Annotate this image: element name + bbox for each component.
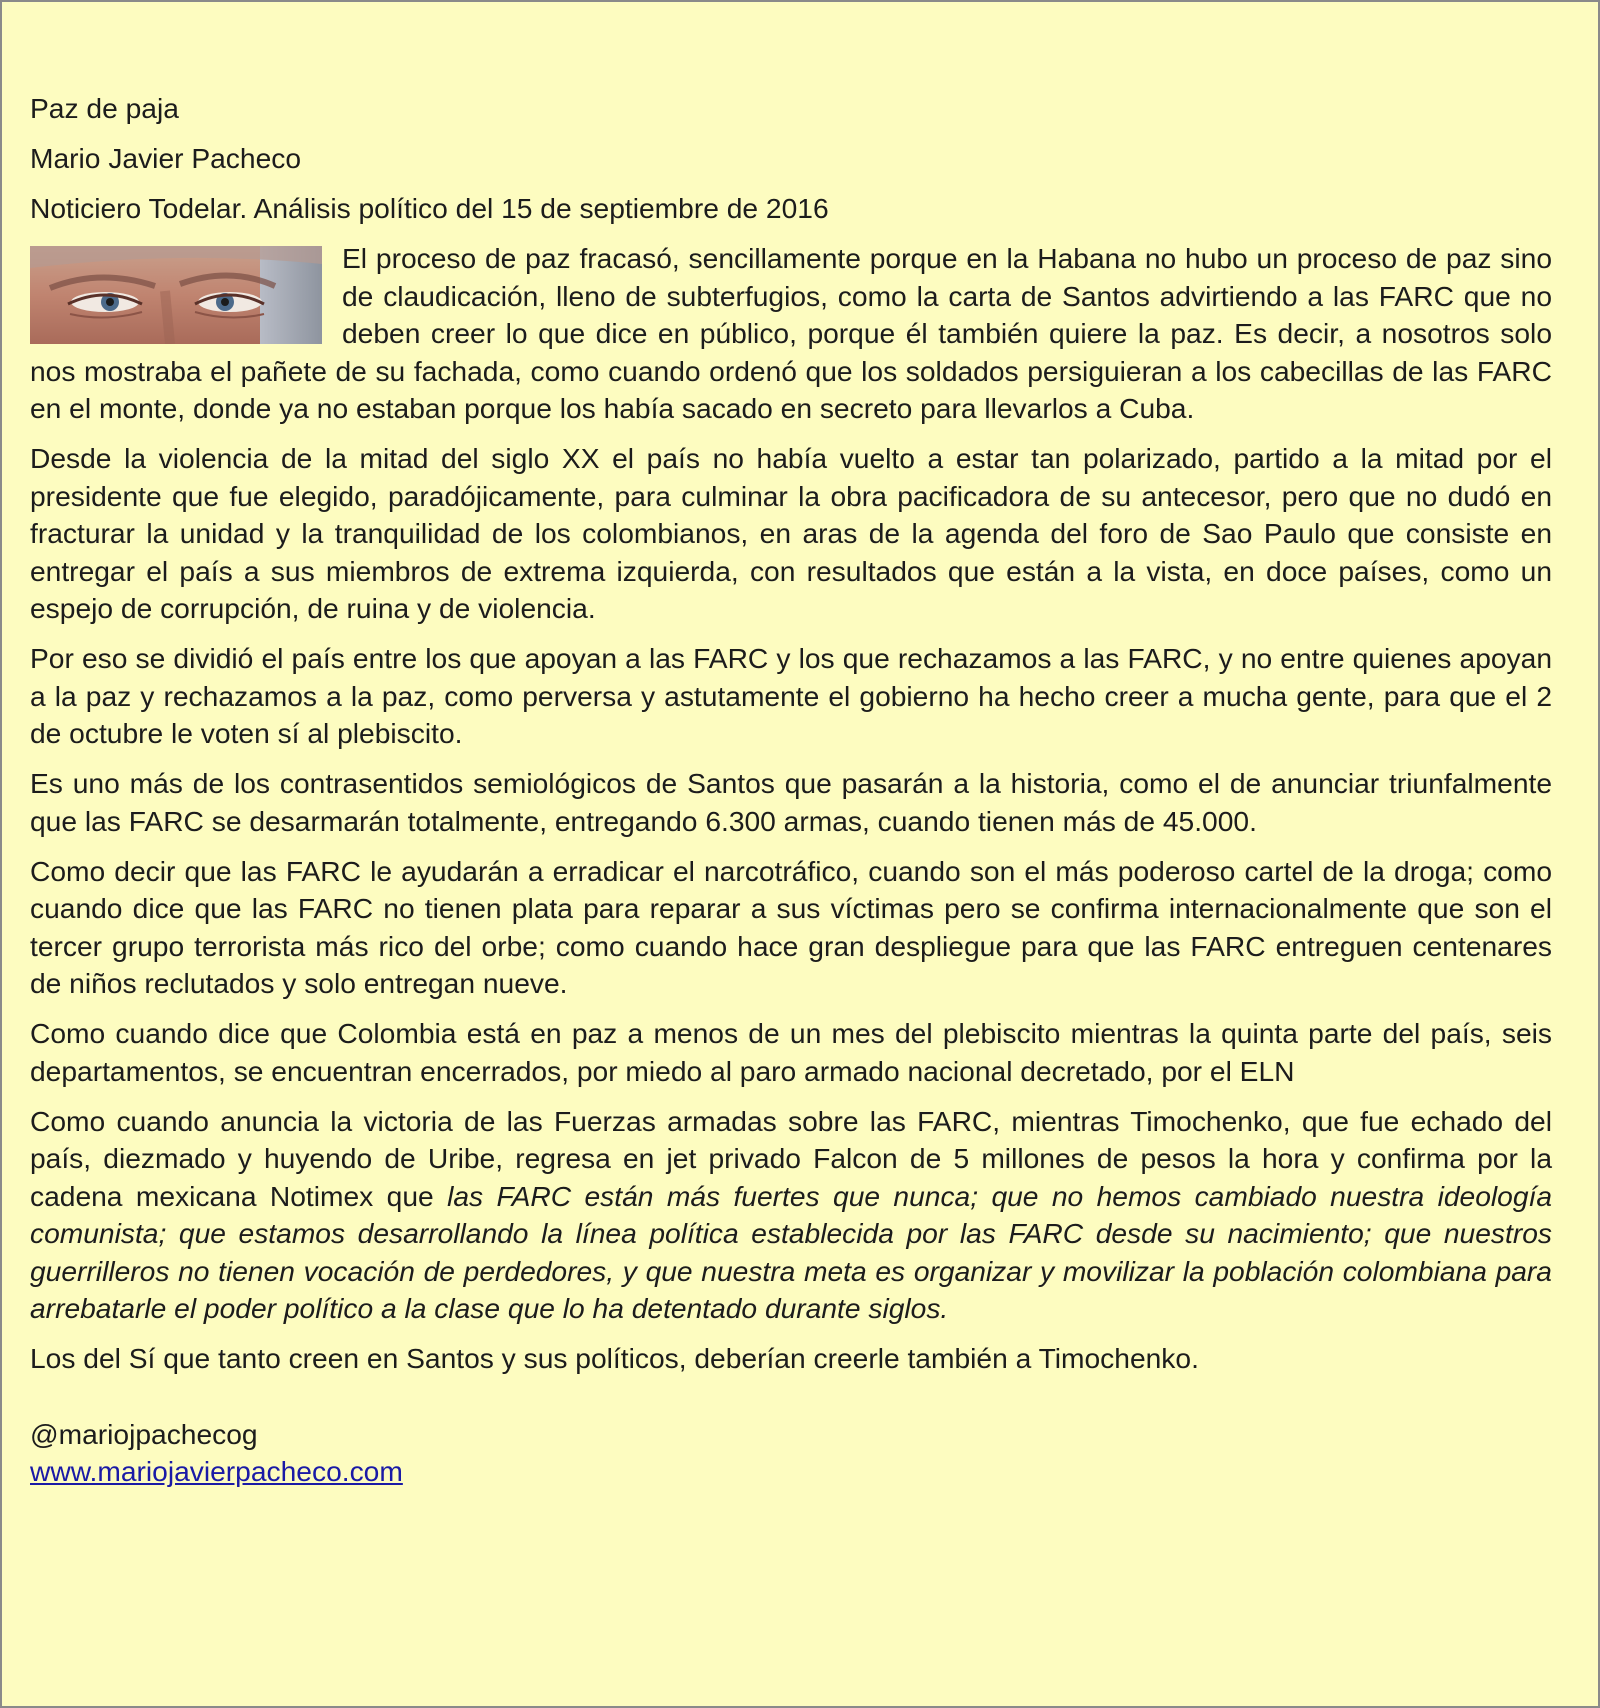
website-link[interactable]: www.mariojavierpacheco.com bbox=[30, 1455, 403, 1487]
paragraph-3: Por eso se dividió el país entre los que apoyan a las FARC y los que rechazamos a las FARC, y no entre quienes apoyan a la paz y rechazamos a la paz, como perversa y astutamente el gobierno ha hecho creer a mucha gente, para que el 2 de octubre le voten sí al plebiscito. bbox=[30, 642, 1552, 749]
closing-paragraph: Los del Sí que tanto creen en Santos y sus políticos, deberían creerle también a Timochenko. bbox=[30, 1342, 1199, 1374]
article-author: Mario Javier Pacheco bbox=[30, 142, 302, 174]
paragraph-7 bbox=[30, 1103, 1552, 1328]
article-source: Noticiero Todelar. Análisis político del 15 de septiembre de 2016 bbox=[30, 192, 829, 224]
author-eyes-photo-icon bbox=[30, 246, 322, 344]
paragraph-7-lead: Como cuando anuncia la victoria de las Fuerzas armadas sobre las FARC, mientras Timochenko, que fue echado del país, diezmado y huyendo de Uribe, regresa en jet privado Falcon de 5 millones de pesos la hora y confirma por la cadena mexicana Notimex que bbox=[30, 1104, 1552, 1212]
paragraph-6: Como cuando dice que Colombia está en paz a menos de un mes del plebiscito mientras la quinta parte del país, seis departamentos, se encuentran encerrados, por miedo al paro armado nacional decretado, por el ELN bbox=[30, 1017, 1552, 1087]
timochenko-quote: las FARC están más fuertes que nunca; que no hemos cambiado nuestra ideología comunista; que estamos desarrollando la línea política establecida por las FARC desde su nacimiento; que nuestros guerrilleros no tienen vocación de perdedores, y que nuestra meta es organizar y movilizar la población colombiana para arrebatarle el poder político a la clase que lo ha detentado durante siglos. bbox=[30, 1179, 1552, 1324]
article-title: Paz de paja bbox=[30, 92, 179, 124]
paragraph-5: Como decir que las FARC le ayudarán a erradicar el narcotráfico, cuando son el más poderoso cartel de la droga; como cuando dice que las FARC no tienen plata para reparar a sus víctimas pero se confirma internacionalmente que son el tercer grupo terrorista más rico del orbe; como cuando hace gran despliegue para que las FARC entreguen centenares de niños reclutados y solo entregan nueve. bbox=[30, 854, 1552, 999]
paragraph-4: Es uno más de los contrasentidos semiológicos de Santos que pasarán a la historia, como el de anunciar triunfalmente que las FARC se desarmarán totalmente, entregando 6.300 armas, cuando tienen más de 45.000. bbox=[30, 767, 1552, 837]
twitter-handle: @mariojpachecog bbox=[30, 1417, 258, 1450]
paragraph-2: Desde la violencia de la mitad del siglo XX el país no había vuelto a estar tan polarizado, partido a la mitad por el presidente que fue elegido, paradójicamente, para culminar la obra pacificadora de su antecesor, pero que no dudó en fracturar la unidad y la tranquilidad de los colombianos, en aras de la agenda del foro de Sao Paulo que consiste en entregar el país a sus miembros de extrema izquierda, con resultados que están a la vista, en doce países, como un espejo de corrupción, de ruina y de violencia. bbox=[30, 442, 1552, 624]
footer bbox=[30, 1416, 1552, 1491]
paragraph-1: El proceso de paz fracasó, sencillamente porque en la Habana no hubo un proceso de paz sino de claudicación, lleno de subterfugios, como la carta de Santos advirtiendo a las FARC que no deben creer lo que dice en público, porque él también quiere la paz. Es decir, a nosotros solo nos mostraba el pañete de su fachada, como cuando ordenó que los soldados persiguieran a los cabecillas de las FARC en el monte, donde ya no estaban porque los había sacado en secreto para llevarlos a Cuba. bbox=[30, 242, 1552, 424]
